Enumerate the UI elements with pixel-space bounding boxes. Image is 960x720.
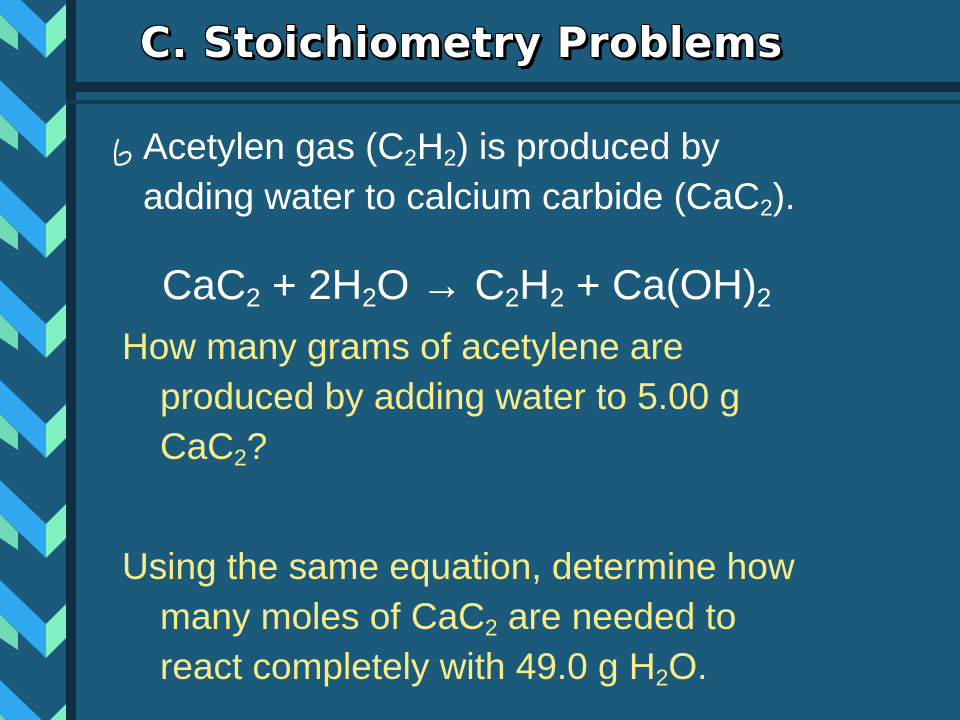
arrow-icon: → [420, 261, 463, 308]
vertical-divider [66, 0, 76, 720]
ribbon-green-segment [46, 604, 66, 658]
ribbon-blue-segment [0, 280, 46, 358]
ribbon-blue-segment [0, 680, 46, 720]
ribbon-green-segment [46, 504, 66, 558]
ribbon-blue-segment [0, 80, 46, 158]
ribbon-decoration [0, 0, 110, 720]
intro-line-1: Acetylen gas $(C_2H_2)$ is produced by [143, 126, 720, 171]
ribbon-blue-segment [0, 380, 46, 458]
chemical-equation: $CaC_2 + 2H_2O \to C_2H_2 + Ca(OH)_2$ [162, 261, 772, 313]
ribbon-green-segment [46, 204, 66, 258]
question-2: Using the same equation, determine how many moles of CaC$_2$ are needed to react completely with 49.0 g $H_2O$. [122, 546, 795, 691]
intro-line-2: adding water to calcium carbide (CaC$_2$). [143, 176, 796, 221]
ribbon-blue-segment [0, 580, 46, 658]
title-underline-thin [66, 100, 960, 104]
question-1: How many grams of acetylene are produced by adding water to 5.00 g CaC$_2$? [122, 326, 741, 471]
ribbon-green-segment [46, 404, 66, 458]
ribbon-green-segment [46, 304, 66, 358]
title-underline [66, 82, 960, 92]
ribbon-green-segment [46, 4, 66, 58]
ribbon-blue-segment [0, 480, 46, 558]
ribbon-blue-segment [0, 180, 46, 258]
bullet-icon [110, 138, 136, 168]
ribbon-green-segment [46, 704, 66, 720]
page-title: C. Stoichiometry Problems [140, 18, 783, 67]
ribbon-green-segment [46, 104, 66, 158]
